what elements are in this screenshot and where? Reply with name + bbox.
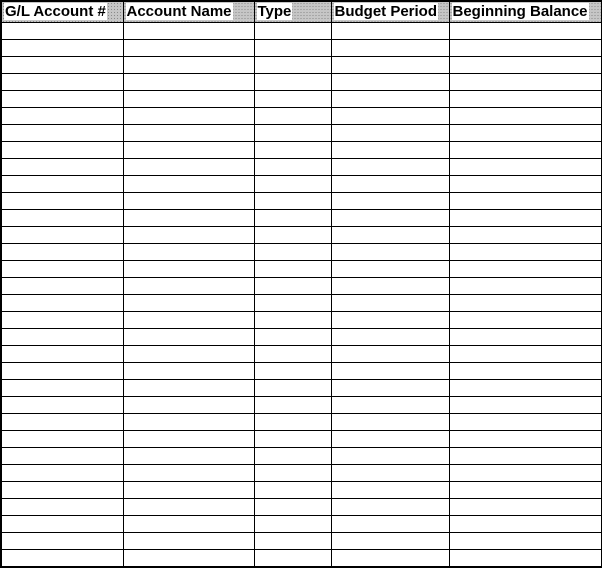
table-row — [1, 380, 602, 397]
table-cell[interactable] — [449, 125, 602, 142]
table-cell[interactable] — [1, 533, 123, 550]
table-cell[interactable] — [1, 431, 123, 448]
table-cell[interactable] — [254, 312, 331, 329]
table-cell[interactable] — [123, 278, 254, 295]
table-cell[interactable] — [1, 363, 123, 380]
table-cell[interactable] — [254, 482, 331, 499]
column-header-label: Beginning Balance — [452, 3, 588, 20]
table-cell[interactable] — [449, 346, 602, 363]
table-cell[interactable] — [449, 74, 602, 91]
table-cell[interactable] — [254, 397, 331, 414]
column-header-budget-period — [331, 1, 449, 23]
table-cell[interactable] — [254, 40, 331, 57]
table-cell[interactable] — [331, 193, 449, 210]
table-cell[interactable] — [254, 244, 331, 261]
table-cell[interactable] — [123, 23, 254, 40]
column-header-type — [254, 1, 331, 23]
table-cell[interactable] — [1, 414, 123, 431]
table-cell[interactable] — [331, 414, 449, 431]
table-cell[interactable] — [1, 278, 123, 295]
table-cell[interactable] — [449, 278, 602, 295]
table-row — [1, 278, 602, 295]
table-cell[interactable] — [449, 312, 602, 329]
table-cell[interactable] — [449, 261, 602, 278]
table-cell[interactable] — [254, 346, 331, 363]
table-cell[interactable] — [331, 499, 449, 516]
table-body — [1, 23, 602, 568]
table-row — [1, 57, 602, 74]
table-cell[interactable] — [449, 227, 602, 244]
column-header-label: G/L Account # — [5, 3, 106, 20]
table-cell[interactable] — [331, 397, 449, 414]
table-cell[interactable] — [449, 363, 602, 380]
table-cell[interactable] — [123, 142, 254, 159]
table-row — [1, 329, 602, 346]
table-cell[interactable] — [1, 397, 123, 414]
table-row — [1, 312, 602, 329]
table-cell[interactable] — [331, 227, 449, 244]
table-row — [1, 482, 602, 499]
table-cell[interactable] — [331, 363, 449, 380]
table-cell[interactable] — [1, 550, 123, 568]
table-cell[interactable] — [449, 550, 602, 568]
header-row — [1, 1, 602, 23]
table-cell[interactable] — [254, 533, 331, 550]
table-cell[interactable] — [254, 278, 331, 295]
table-cell[interactable] — [254, 193, 331, 210]
table-cell[interactable] — [331, 482, 449, 499]
table-cell[interactable] — [1, 210, 123, 227]
table-cell[interactable] — [123, 91, 254, 108]
table-cell[interactable] — [1, 244, 123, 261]
table-cell[interactable] — [1, 176, 123, 193]
table-cell[interactable] — [331, 312, 449, 329]
table-cell[interactable] — [254, 108, 331, 125]
table-cell[interactable] — [123, 57, 254, 74]
table-cell[interactable] — [254, 159, 331, 176]
table-cell[interactable] — [123, 499, 254, 516]
table-cell[interactable] — [123, 414, 254, 431]
table-cell[interactable] — [123, 227, 254, 244]
table-cell[interactable] — [254, 57, 331, 74]
table-cell[interactable] — [331, 346, 449, 363]
table-row — [1, 142, 602, 159]
table-row — [1, 176, 602, 193]
table-cell[interactable] — [254, 142, 331, 159]
table-cell[interactable] — [1, 91, 123, 108]
table-row — [1, 431, 602, 448]
table-cell[interactable] — [123, 550, 254, 568]
table-cell[interactable] — [449, 57, 602, 74]
table-cell[interactable] — [1, 295, 123, 312]
table-cell[interactable] — [254, 329, 331, 346]
table-cell[interactable] — [331, 261, 449, 278]
table-row — [1, 23, 602, 40]
table-cell[interactable] — [123, 329, 254, 346]
table-cell[interactable] — [449, 448, 602, 465]
table-cell[interactable] — [449, 210, 602, 227]
table-row — [1, 414, 602, 431]
table-row — [1, 346, 602, 363]
table-cell[interactable] — [449, 431, 602, 448]
table-cell[interactable] — [1, 125, 123, 142]
table-row — [1, 40, 602, 57]
table-cell[interactable] — [123, 448, 254, 465]
table-cell[interactable] — [254, 516, 331, 533]
table-cell[interactable] — [123, 261, 254, 278]
table-cell[interactable] — [123, 431, 254, 448]
table-cell[interactable] — [1, 261, 123, 278]
table-cell[interactable] — [123, 397, 254, 414]
table-cell[interactable] — [123, 346, 254, 363]
table-cell[interactable] — [331, 465, 449, 482]
table-cell[interactable] — [123, 244, 254, 261]
table-cell[interactable] — [331, 125, 449, 142]
table-cell[interactable] — [123, 363, 254, 380]
table-cell[interactable] — [254, 414, 331, 431]
table-cell[interactable] — [254, 125, 331, 142]
table-cell[interactable] — [1, 159, 123, 176]
table-cell[interactable] — [1, 74, 123, 91]
table-cell[interactable] — [449, 482, 602, 499]
table-row — [1, 295, 602, 312]
table-cell[interactable] — [254, 176, 331, 193]
table-cell[interactable] — [123, 74, 254, 91]
table-row — [1, 227, 602, 244]
table-cell[interactable] — [254, 363, 331, 380]
table-cell[interactable] — [331, 533, 449, 550]
table-cell[interactable] — [449, 499, 602, 516]
table-cell[interactable] — [449, 176, 602, 193]
table-cell[interactable] — [331, 108, 449, 125]
column-header-account-name — [123, 1, 254, 23]
column-header-gl-account-number — [1, 1, 123, 23]
table-cell[interactable] — [123, 465, 254, 482]
table-row — [1, 397, 602, 414]
table-cell[interactable] — [1, 142, 123, 159]
table-cell[interactable] — [449, 108, 602, 125]
table-cell[interactable] — [331, 176, 449, 193]
table-cell[interactable] — [254, 91, 331, 108]
table-cell[interactable] — [1, 312, 123, 329]
table-cell[interactable] — [254, 550, 331, 568]
table-cell[interactable] — [123, 312, 254, 329]
table-cell[interactable] — [449, 23, 602, 40]
table-cell[interactable] — [254, 465, 331, 482]
table-cell[interactable] — [1, 193, 123, 210]
table-cell[interactable] — [123, 516, 254, 533]
table-cell[interactable] — [123, 193, 254, 210]
table-cell[interactable] — [123, 159, 254, 176]
table-cell[interactable] — [449, 380, 602, 397]
table-cell[interactable] — [123, 482, 254, 499]
table-cell[interactable] — [123, 533, 254, 550]
table-cell[interactable] — [123, 295, 254, 312]
table-cell[interactable] — [1, 499, 123, 516]
table-cell[interactable] — [1, 108, 123, 125]
table-cell[interactable] — [1, 380, 123, 397]
table-row — [1, 465, 602, 482]
table-cell[interactable] — [254, 23, 331, 40]
table-cell[interactable] — [254, 448, 331, 465]
table-row — [1, 448, 602, 465]
table-row — [1, 108, 602, 125]
table-cell[interactable] — [331, 295, 449, 312]
table-cell[interactable] — [331, 23, 449, 40]
table-cell[interactable] — [254, 74, 331, 91]
table-cell[interactable] — [254, 210, 331, 227]
table-row — [1, 125, 602, 142]
table-cell[interactable] — [331, 142, 449, 159]
table-row — [1, 91, 602, 108]
table-cell[interactable] — [449, 193, 602, 210]
column-header-label: Account Name — [126, 3, 232, 20]
table-cell[interactable] — [449, 533, 602, 550]
table-cell[interactable] — [449, 244, 602, 261]
table-row — [1, 533, 602, 550]
table-cell[interactable] — [449, 516, 602, 533]
table-cell[interactable] — [254, 499, 331, 516]
table-cell[interactable] — [254, 431, 331, 448]
table-cell[interactable] — [331, 159, 449, 176]
table-cell[interactable] — [331, 550, 449, 568]
table-cell[interactable] — [1, 465, 123, 482]
table-cell[interactable] — [1, 482, 123, 499]
table-cell[interactable] — [449, 329, 602, 346]
table-cell[interactable] — [449, 295, 602, 312]
table-cell[interactable] — [123, 210, 254, 227]
table-row — [1, 193, 602, 210]
table-row — [1, 74, 602, 91]
table-cell[interactable] — [1, 516, 123, 533]
table-cell[interactable] — [123, 176, 254, 193]
table-cell[interactable] — [123, 380, 254, 397]
table-cell[interactable] — [331, 40, 449, 57]
table-cell[interactable] — [331, 210, 449, 227]
table-cell[interactable] — [1, 448, 123, 465]
table-row — [1, 244, 602, 261]
table-row — [1, 363, 602, 380]
table-cell[interactable] — [1, 329, 123, 346]
table-cell[interactable] — [254, 295, 331, 312]
table-cell[interactable] — [331, 448, 449, 465]
table-cell[interactable] — [331, 431, 449, 448]
table-row — [1, 261, 602, 278]
table-cell[interactable] — [449, 465, 602, 482]
table-cell[interactable] — [254, 227, 331, 244]
table-row — [1, 516, 602, 533]
table-row — [1, 550, 602, 568]
table-cell[interactable] — [331, 91, 449, 108]
table-cell[interactable] — [331, 516, 449, 533]
table-cell[interactable] — [331, 244, 449, 261]
table-cell[interactable] — [449, 91, 602, 108]
table-cell[interactable] — [254, 380, 331, 397]
table-cell[interactable] — [1, 57, 123, 74]
table-row — [1, 210, 602, 227]
table-cell[interactable] — [1, 40, 123, 57]
table-cell[interactable] — [449, 40, 602, 57]
table-cell[interactable] — [331, 380, 449, 397]
table-cell[interactable] — [449, 159, 602, 176]
table-cell[interactable] — [331, 74, 449, 91]
table-cell[interactable] — [1, 227, 123, 244]
table-cell[interactable] — [331, 57, 449, 74]
column-header-label: Type — [257, 3, 292, 20]
table-cell[interactable] — [449, 142, 602, 159]
table-row — [1, 499, 602, 516]
table-cell[interactable] — [449, 414, 602, 431]
column-header-beginning-balance — [449, 1, 602, 23]
table-cell[interactable] — [123, 125, 254, 142]
table-cell[interactable] — [1, 23, 123, 40]
table-cell[interactable] — [1, 346, 123, 363]
table-cell[interactable] — [254, 261, 331, 278]
column-header-label: Budget Period — [334, 3, 438, 20]
table-row — [1, 159, 602, 176]
table-cell[interactable] — [449, 397, 602, 414]
table-cell[interactable] — [123, 40, 254, 57]
table-cell[interactable] — [331, 278, 449, 295]
table-cell[interactable] — [331, 329, 449, 346]
table-cell[interactable] — [123, 108, 254, 125]
